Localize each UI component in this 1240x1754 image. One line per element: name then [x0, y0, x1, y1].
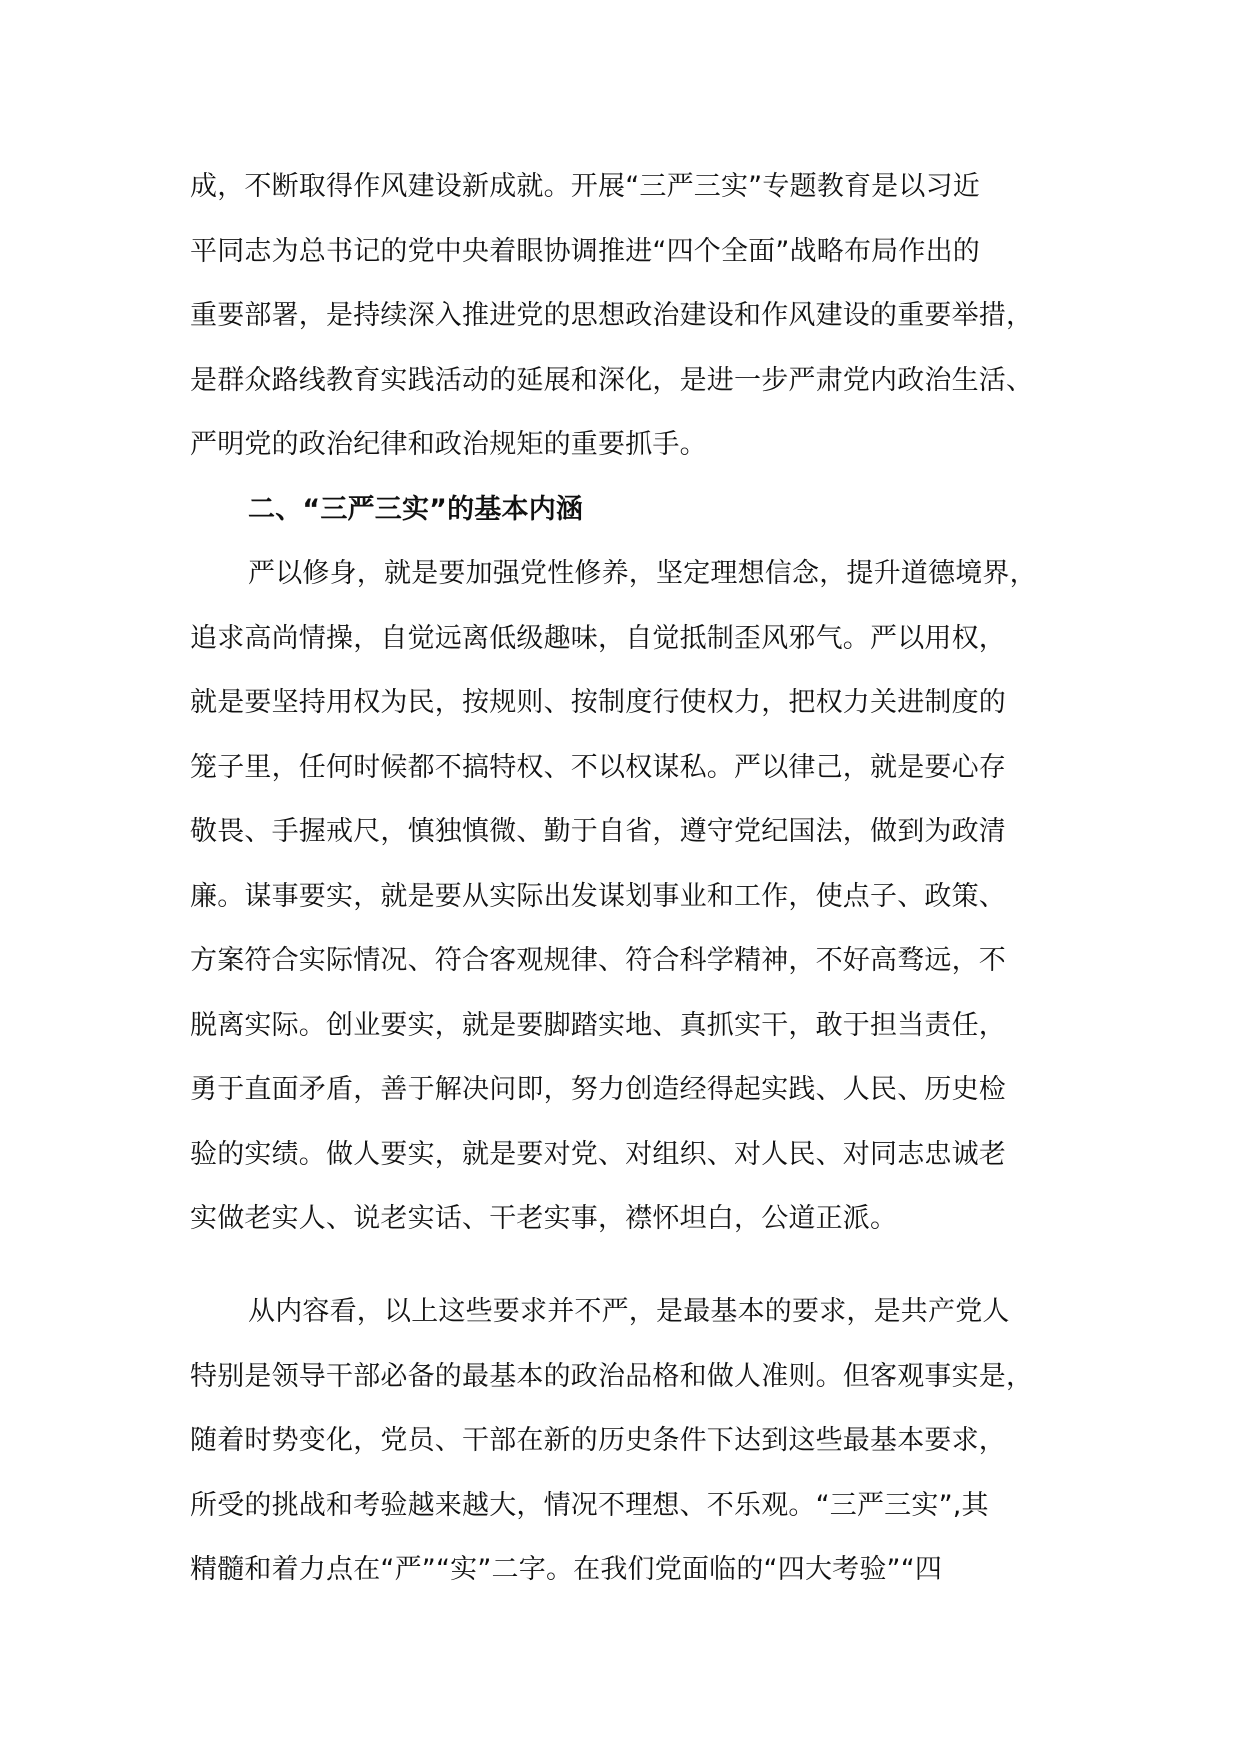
- text-line: 成，不断取得作风建设新成就。开展“三严三实”专题教育是以习近: [190, 171, 980, 202]
- text-line: 验的实绩。做人要实，就是要对党、对组织、对人民、对同志忠诚老: [190, 1138, 1006, 1170]
- text-line: 方案符合实际情况、符合客观规律、符合科学精神，不好高骛远，不: [190, 945, 1006, 976]
- text-line: 精髓和着力点在“严”“实”二字。在我们党面临的“四大考验”“四: [190, 1554, 943, 1585]
- text-line: 廉。谋事要实，就是要从实际出发谋划事业和工作，使点子、政策、: [190, 880, 1006, 912]
- text-line: 平同志为总书记的党中央着眼协调推进“四个全面”战略布局作出的: [190, 235, 980, 267]
- text-line: 敬畏、手握戒尺，慎独慎微、勤于自省，遵守党纪国法，做到为政清: [190, 816, 1006, 847]
- text-line: 随着时势变化，党员、干部在新的历史条件下达到这些最基本要求，: [190, 1425, 1006, 1456]
- text-line: 勇于直面矛盾，善于解决问即，努力创造经得起实践、人民、历史检: [190, 1074, 1006, 1105]
- paragraph-block-continued: [190, 155, 1070, 1252]
- text-line: 所受的挑战和考验越来越大，情况不理想、不乐观。“三严三实”,其: [190, 1489, 989, 1521]
- section-heading: 二、“三严三实”的基本内涵: [248, 493, 584, 525]
- paragraph-block-next: [190, 1280, 1070, 1603]
- text-line: 就是要坚持用权为民，按规则、按制度行使权力，把权力关进制度的: [190, 687, 1006, 718]
- text-line: 实做老实人、说老实话、干老实事，襟怀坦白，公道正派。: [190, 1203, 898, 1234]
- text-line: 脱离实际。创业要实，就是要脚踏实地、真抓实干，敢于担当责任，: [190, 1009, 1006, 1041]
- text-line: 从内容看，以上这些要求并不严，是最基本的要求，是共产党人: [248, 1296, 1010, 1327]
- text-line: 严以修身，就是要加强党性修养，坚定理想信念，提升道德境界，: [248, 558, 1037, 589]
- text-line: 笼子里，任何时候都不搞特权、不以权谋私。严以律己，就是要心存: [190, 751, 1006, 783]
- text-line: 是群众路线教育实践活动的延展和深化，是进一步严肃党内政治生活、: [190, 364, 1034, 396]
- text-line: 追求高尚情操，自觉远离低级趣味，自觉抵制歪风邪气。严以用权，: [190, 622, 1006, 654]
- text-line: 重要部署，是持续深入推进党的思想政治建设和作风建设的重要举措，: [190, 300, 1034, 331]
- text-line: 严明党的政治纪律和政治规矩的重要抓手。: [190, 429, 707, 460]
- text-line: 特别是领导干部必备的最基本的政治品格和做人准则。但客观事实是，: [190, 1360, 1034, 1392]
